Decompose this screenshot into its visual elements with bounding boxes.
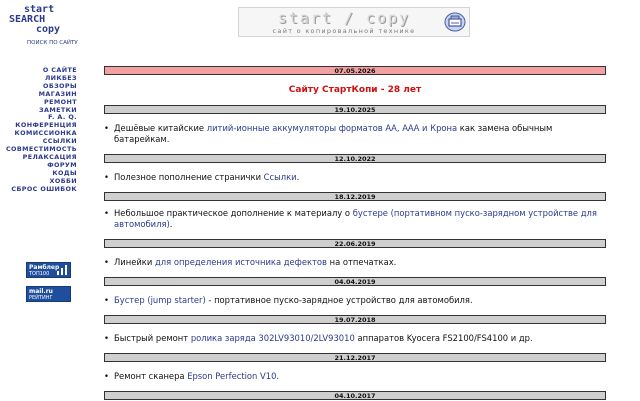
news-link[interactable]: Ссылки (263, 172, 297, 182)
news-item (104, 123, 606, 145)
news-text: Быстрый ремонт (114, 333, 191, 343)
banner-title: start / copy (277, 9, 411, 27)
nav-item-likbez[interactable]: ЛИКБЕЗ (44, 73, 77, 82)
news-date-bar: 12.10.2022 (104, 154, 606, 163)
nav-item-faq[interactable]: F. A. Q. (48, 113, 77, 122)
news-date-bar: 04.04.2019 (104, 277, 606, 286)
mailru-badge-title: mail.ru (29, 288, 53, 295)
news-link[interactable]: литий-ионные аккумуляторы форматов АА, ААА и Крона (206, 123, 458, 133)
nav-item-relaxation[interactable]: РЕЛАКСАЦИЯ (22, 152, 77, 161)
rambler-badge-subtitle: ТОП100 (29, 271, 50, 277)
site-search-link[interactable]: ПОИСК ПО САЙТУ (27, 40, 78, 46)
news-text: Линейки (114, 257, 155, 267)
sidebar-nav (0, 67, 77, 194)
bullet: • (104, 257, 109, 267)
bullet: • (104, 371, 109, 381)
banner-subtitle: сайт о копировальной технике (272, 27, 416, 35)
nav-item-reviews[interactable]: ОБЗОРЫ (43, 81, 77, 90)
news-date-bar: 19.07.2018 (104, 315, 606, 324)
news-text: как замена обычным батарейкам. (114, 123, 553, 144)
news-item (104, 333, 606, 344)
news-date-bar: 07.05.2026 (104, 66, 606, 75)
news-date-bar: 21.12.2017 (104, 353, 606, 362)
nav-item-compatibility[interactable]: СОВМЕСТИМОСТЬ (5, 145, 77, 154)
news-link[interactable]: ролика заряда 302LV93010/2LV93010 (190, 333, 355, 343)
news-text: . (169, 219, 173, 229)
nav-item-about[interactable]: О САЙТЕ (42, 66, 77, 74)
nav-item-hobby[interactable]: ХОББИ (49, 176, 77, 185)
site-logo[interactable] (8, 5, 74, 35)
news-text: Полезное пополнение странички (114, 172, 264, 182)
news-item (104, 295, 606, 306)
bullet: • (104, 333, 109, 343)
logo-line-copy: copy (36, 24, 61, 35)
mailru-badge-subtitle: РЕЙТИНГ (29, 295, 53, 301)
news-date-bar: 04.10.2017 (104, 391, 606, 400)
nav-item-conference[interactable]: КОНФЕРЕНЦИЯ (15, 121, 77, 130)
anniversary-headline: Сайту СтартКопи - 28 лет (288, 85, 422, 95)
news-item (104, 208, 606, 230)
bullet: • (104, 123, 109, 133)
news-date-bar: 18.12.2019 (104, 192, 606, 201)
bar-chart-icon (57, 265, 67, 275)
news-link[interactable]: Epson Perfection V10 (187, 371, 277, 381)
nav-item-forum[interactable]: ФОРУМ (47, 160, 77, 169)
header-banner[interactable] (238, 7, 470, 37)
news-text: Дешёвые китайские (114, 123, 207, 133)
nav-item-shop[interactable]: МАГАЗИН (38, 89, 77, 98)
nav-item-codes[interactable]: КОДЫ (52, 168, 77, 177)
news-item (104, 257, 606, 268)
rambler-badge-title: Рамблер (29, 264, 60, 271)
news-item (104, 172, 606, 183)
nav-item-links[interactable]: ССЫЛКИ (42, 137, 77, 146)
news-text: . (296, 172, 300, 182)
nav-item-repair[interactable]: РЕМОНТ (44, 97, 77, 106)
bullet: • (104, 172, 109, 182)
news-link[interactable]: бустере (портативном пуско-зарядном устройстве для автомобиля) (114, 208, 597, 229)
bullet: • (104, 208, 109, 218)
news-text: аппаратов Kyocera FS2100/FS4100 и др. (354, 333, 533, 343)
nav-item-commission[interactable]: КОМИССИОНКА (14, 129, 77, 138)
nav-item-error-reset[interactable]: СБРОС ОШИБОК (11, 184, 77, 193)
nav-item-notes[interactable]: ЗАМЕТКИ (39, 105, 77, 114)
logo-line-search: SEARCH (9, 14, 46, 25)
news-text: Небольшое практическое дополнение к материалу о (114, 208, 353, 218)
news-date-bar: 19.10.2025 (104, 105, 606, 114)
news-text: - портативное пуско-зарядное устройство для автомобиля. (205, 295, 473, 305)
rambler-top100-badge[interactable] (26, 262, 71, 278)
news-text: Ремонт сканера (114, 371, 188, 381)
news-feed (104, 66, 606, 400)
copier-icon (444, 11, 466, 33)
news-text: на отпечатках. (327, 257, 397, 267)
news-link[interactable]: Бустер (jump starter) (114, 295, 206, 305)
news-item (104, 371, 606, 382)
news-date-bar: 22.06.2019 (104, 239, 606, 248)
logo-line-start: start (24, 4, 55, 15)
news-link[interactable]: для определения источника дефектов (154, 257, 327, 267)
bullet: • (104, 295, 109, 305)
news-text: . (276, 371, 280, 381)
mailru-rating-badge[interactable] (26, 286, 71, 302)
